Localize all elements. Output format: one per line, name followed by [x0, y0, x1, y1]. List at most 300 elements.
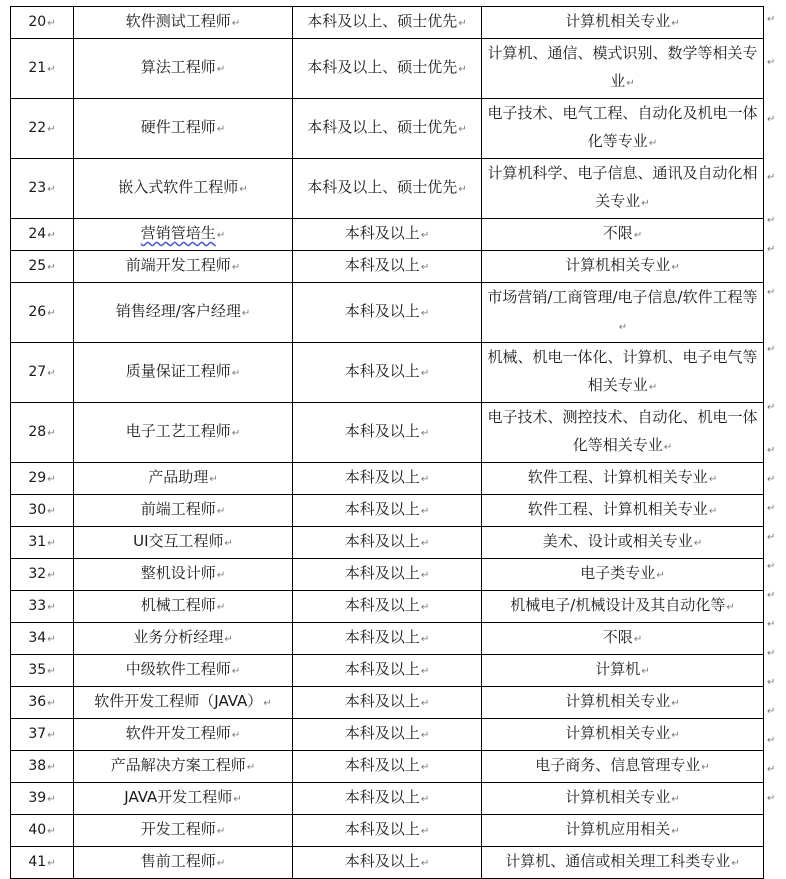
position-cell-text: 产品解决方案工程师 — [110, 756, 246, 774]
education-cell — [293, 591, 482, 623]
paragraph-mark: ↵ — [224, 634, 233, 645]
paragraph-mark: ↵ — [420, 230, 430, 241]
paragraph-mark: ↵ — [233, 794, 242, 805]
major-cell — [482, 39, 764, 99]
paragraph-mark: ↵ — [420, 570, 430, 581]
major-cell — [482, 559, 764, 591]
major-cell — [482, 403, 764, 463]
row-number-text: 32 — [28, 565, 47, 582]
paragraph-mark: ↵ — [209, 474, 218, 485]
table-row — [11, 403, 764, 463]
position-cell — [74, 99, 293, 159]
paragraph-mark: ↵ — [420, 858, 430, 869]
position-cell — [74, 283, 293, 343]
education-cell-text: 本科及以上 — [344, 756, 420, 774]
row-end-mark: ↵ — [767, 114, 776, 125]
table-row — [11, 719, 764, 751]
row-number-text: 38 — [28, 757, 47, 774]
paragraph-mark: ↵ — [693, 538, 703, 549]
position-cell — [74, 655, 293, 687]
paragraph-mark: ↵ — [231, 368, 241, 379]
education-cell-text: 本科及以上 — [344, 724, 420, 742]
education-cell — [293, 751, 482, 783]
paragraph-mark: ↵ — [47, 537, 56, 549]
paragraph-mark: ↵ — [47, 427, 56, 439]
row-end-mark: ↵ — [767, 676, 776, 688]
paragraph-mark: ↵ — [216, 602, 226, 613]
paragraph-mark: ↵ — [633, 634, 643, 645]
position-cell — [74, 751, 293, 783]
paragraph-mark: ↵ — [671, 698, 680, 709]
table-row — [11, 39, 764, 99]
row-end-mark: ↵ — [767, 171, 776, 183]
row-number — [11, 719, 74, 751]
row-end-mark: ↵ — [767, 763, 776, 775]
position-cell — [74, 815, 293, 847]
paragraph-mark: ↵ — [420, 794, 430, 805]
row-number — [11, 463, 74, 495]
paragraph-mark: ↵ — [663, 442, 673, 453]
paragraph-mark: ↵ — [47, 63, 56, 75]
major-cell — [482, 527, 764, 559]
paragraph-mark: ↵ — [671, 262, 680, 273]
jobs-table — [10, 6, 764, 879]
row-number — [11, 687, 74, 719]
table-row — [11, 591, 764, 623]
education-cell-text: 本科及以上 — [344, 564, 420, 582]
education-cell — [293, 719, 482, 751]
position-cell-text: 机械工程师 — [140, 596, 216, 614]
education-cell-text: 本科及以上 — [344, 532, 420, 550]
row-number-text: 33 — [28, 597, 47, 614]
paragraph-mark: ↵ — [263, 698, 272, 709]
paragraph-mark: ↵ — [420, 826, 430, 837]
table-row — [11, 7, 764, 39]
education-cell — [293, 623, 482, 655]
position-cell — [74, 463, 293, 495]
major-cell — [482, 7, 764, 39]
position-cell-text: 嵌入式软件工程师 — [118, 178, 239, 196]
paragraph-mark: ↵ — [420, 762, 430, 773]
position-cell-text: 软件开发工程师（JAVA） — [94, 692, 263, 710]
table-row — [11, 159, 764, 219]
row-number — [11, 815, 74, 847]
paragraph-mark: ↵ — [47, 569, 56, 581]
position-cell-text: 软件测试工程师 — [125, 12, 231, 30]
major-cell-text: 计算机相关专业 — [565, 12, 671, 30]
paragraph-mark: ↵ — [239, 184, 248, 195]
paragraph-mark: ↵ — [216, 230, 226, 241]
row-number — [11, 159, 74, 219]
paragraph-mark: ↵ — [671, 794, 680, 805]
position-cell — [74, 687, 293, 719]
row-number-text: 21 — [28, 59, 47, 76]
paragraph-mark: ↵ — [458, 64, 467, 75]
paragraph-mark: ↵ — [216, 64, 226, 75]
education-cell-text: 本科及以上 — [344, 302, 420, 320]
paragraph-mark: ↵ — [47, 261, 56, 273]
paragraph-mark: ↵ — [420, 698, 430, 709]
table-row — [11, 751, 764, 783]
row-number-text: 30 — [28, 501, 47, 518]
jobs-table-body — [11, 7, 764, 879]
paragraph-mark: ↵ — [47, 793, 56, 805]
paragraph-mark: ↵ — [216, 826, 226, 837]
paragraph-mark: ↵ — [231, 730, 241, 741]
education-cell — [293, 403, 482, 463]
major-cell — [482, 591, 764, 623]
education-cell — [293, 99, 482, 159]
row-number-text: 41 — [28, 853, 47, 870]
paragraph-mark: ↵ — [458, 184, 467, 195]
major-cell — [482, 463, 764, 495]
paragraph-mark: ↵ — [216, 124, 226, 135]
major-cell — [482, 687, 764, 719]
major-cell — [482, 719, 764, 751]
paragraph-mark: ↵ — [641, 666, 650, 677]
education-cell — [293, 495, 482, 527]
paragraph-mark: ↵ — [47, 825, 56, 837]
paragraph-mark: ↵ — [420, 474, 430, 485]
row-number — [11, 655, 74, 687]
position-cell-text: 前端工程师 — [140, 500, 216, 518]
major-cell-text: 美术、设计或相关专业 — [542, 532, 693, 550]
education-cell — [293, 783, 482, 815]
position-cell — [74, 251, 293, 283]
paragraph-mark: ↵ — [458, 18, 467, 29]
table-row — [11, 687, 764, 719]
paragraph-mark: ↵ — [648, 138, 658, 149]
row-end-mark: ↵ — [767, 344, 776, 355]
major-cell-text: 计算机相关专业 — [565, 256, 671, 274]
paragraph-mark: ↵ — [47, 697, 56, 709]
major-cell — [482, 847, 764, 879]
major-cell — [482, 495, 764, 527]
paragraph-mark: ↵ — [626, 78, 635, 89]
education-cell-text: 本科及以上 — [344, 422, 420, 440]
position-cell — [74, 39, 293, 99]
major-cell-text: 电子技术、电气工程、自动化及机电一体化等专业 — [487, 104, 758, 150]
row-end-mark: ↵ — [767, 502, 776, 514]
row-number-text: 25 — [28, 257, 47, 274]
major-cell-text: 计算机相关专业 — [565, 692, 671, 710]
row-end-mark: ↵ — [767, 531, 776, 543]
paragraph-mark: ↵ — [47, 17, 56, 29]
major-cell-text: 电子技术、测控技术、自动化、机电一体化等相关专业 — [487, 408, 758, 454]
paragraph-mark: ↵ — [420, 634, 430, 645]
paragraph-mark: ↵ — [224, 538, 233, 549]
row-end-mark: ↵ — [767, 286, 776, 298]
education-cell-text: 本科及以上、硕士优先 — [307, 58, 458, 76]
major-cell — [482, 751, 764, 783]
row-number-text: 28 — [28, 423, 47, 440]
position-cell-text: 质量保证工程师 — [125, 362, 231, 380]
education-cell-text: 本科及以上 — [344, 596, 420, 614]
major-cell-text: 电子商务、信息管理专业 — [535, 756, 701, 774]
major-cell-text: 计算机 — [595, 660, 641, 678]
row-end-mark: ↵ — [767, 618, 776, 630]
education-cell-text: 本科及以上、硕士优先 — [307, 118, 458, 136]
major-cell-text: 计算机应用相关 — [565, 820, 671, 838]
row-number — [11, 495, 74, 527]
table-row — [11, 783, 764, 815]
major-cell-text: 计算机科学、电子信息、通讯及自动化相关专业 — [487, 164, 758, 210]
table-row — [11, 219, 764, 251]
row-number-text: 27 — [28, 363, 47, 380]
table-row — [11, 251, 764, 283]
row-end-mark: ↵ — [767, 473, 776, 485]
education-cell — [293, 655, 482, 687]
row-number — [11, 7, 74, 39]
education-cell — [293, 815, 482, 847]
row-number — [11, 403, 74, 463]
position-cell-text: 算法工程师 — [140, 58, 216, 76]
paragraph-mark: ↵ — [641, 198, 650, 209]
paragraph-mark: ↵ — [708, 474, 718, 485]
paragraph-mark: ↵ — [47, 307, 56, 319]
row-number — [11, 283, 74, 343]
paragraph-mark: ↵ — [618, 322, 628, 333]
education-cell — [293, 7, 482, 39]
position-cell — [74, 559, 293, 591]
education-cell-text: 本科及以上 — [344, 256, 420, 274]
paragraph-mark: ↵ — [231, 428, 241, 439]
row-number-text: 36 — [28, 693, 47, 710]
education-cell-text: 本科及以上、硕士优先 — [307, 178, 458, 196]
row-number-text: 29 — [28, 469, 47, 486]
paragraph-mark: ↵ — [671, 826, 680, 837]
major-cell — [482, 815, 764, 847]
row-number-text: 35 — [28, 661, 47, 678]
paragraph-mark: ↵ — [47, 123, 56, 135]
row-number-text: 39 — [28, 789, 47, 806]
position-cell-text: 售前工程师 — [140, 852, 216, 870]
row-end-mark: ↵ — [767, 56, 776, 68]
paragraph-mark: ↵ — [420, 602, 430, 613]
row-number-text: 40 — [28, 821, 47, 838]
row-end-mark: ↵ — [767, 401, 776, 413]
paragraph-mark: ↵ — [241, 308, 251, 319]
row-number — [11, 39, 74, 99]
education-cell — [293, 251, 482, 283]
position-cell — [74, 343, 293, 403]
education-cell-text: 本科及以上 — [344, 788, 420, 806]
position-cell-text: 软件开发工程师 — [125, 724, 231, 742]
major-cell — [482, 99, 764, 159]
paragraph-mark: ↵ — [47, 367, 56, 379]
major-cell — [482, 283, 764, 343]
position-cell-text: 产品助理 — [148, 468, 209, 486]
education-cell-text: 本科及以上 — [344, 692, 420, 710]
education-cell — [293, 559, 482, 591]
position-cell — [74, 7, 293, 39]
major-cell-text: 机械、机电一体化、计算机、电子电气等相关专业 — [487, 348, 758, 394]
row-number — [11, 343, 74, 403]
position-cell-text: 前端开发工程师 — [125, 256, 231, 274]
row-end-mark: ↵ — [767, 13, 776, 25]
row-number-text: 34 — [28, 629, 47, 646]
major-cell-text: 计算机、通信、模式识别、数学等相关专业 — [487, 44, 758, 90]
education-cell-text: 本科及以上 — [344, 820, 420, 838]
education-cell — [293, 219, 482, 251]
paragraph-mark: ↵ — [656, 570, 665, 581]
major-cell — [482, 159, 764, 219]
paragraph-mark: ↵ — [671, 730, 680, 741]
paragraph-mark: ↵ — [420, 538, 430, 549]
position-cell-text: 营销管培生 — [140, 224, 216, 242]
position-cell-text: 开发工程师 — [140, 820, 216, 838]
position-cell-text: 硬件工程师 — [140, 118, 216, 136]
table-row — [11, 343, 764, 403]
position-cell-text: 电子工艺工程师 — [125, 422, 231, 440]
row-end-mark: ↵ — [767, 792, 776, 804]
major-cell-text: 不限 — [602, 224, 633, 242]
paragraph-mark: ↵ — [231, 262, 241, 273]
row-end-mark: ↵ — [767, 214, 776, 226]
row-number — [11, 219, 74, 251]
major-cell — [482, 251, 764, 283]
paragraph-mark: ↵ — [231, 18, 241, 29]
paragraph-mark: ↵ — [216, 506, 226, 517]
paragraph-mark: ↵ — [47, 601, 56, 613]
major-cell-text: 市场营销/工商管理/电子信息/软件工程等 — [487, 288, 758, 306]
row-number — [11, 251, 74, 283]
row-end-mark: ↵ — [767, 705, 776, 717]
row-number — [11, 99, 74, 159]
position-cell-text: 业务分析经理 — [133, 628, 224, 646]
row-number-text: 20 — [28, 13, 47, 30]
table-row — [11, 847, 764, 879]
major-cell — [482, 655, 764, 687]
major-cell-text: 软件工程、计算机相关专业 — [527, 468, 708, 486]
paragraph-mark: ↵ — [47, 665, 56, 677]
education-cell-text: 本科及以上 — [344, 660, 420, 678]
row-end-mark: ↵ — [767, 243, 776, 255]
major-cell-text: 不限 — [602, 628, 633, 646]
row-number-text: 23 — [28, 179, 47, 196]
paragraph-mark: ↵ — [458, 124, 467, 135]
education-cell — [293, 847, 482, 879]
row-number-text: 24 — [28, 225, 47, 242]
paragraph-mark: ↵ — [216, 858, 226, 869]
education-cell — [293, 463, 482, 495]
row-number — [11, 527, 74, 559]
position-cell — [74, 719, 293, 751]
education-cell — [293, 283, 482, 343]
paragraph-mark: ↵ — [47, 729, 56, 741]
row-number — [11, 559, 74, 591]
row-end-mark: ↵ — [767, 589, 776, 601]
position-cell — [74, 591, 293, 623]
row-end-mark: ↵ — [767, 444, 776, 456]
major-cell-text: 软件工程、计算机相关专业 — [527, 500, 708, 518]
position-cell-text: UI交互工程师 — [133, 532, 224, 550]
position-cell-text: 中级软件工程师 — [125, 660, 231, 678]
row-number-text: 26 — [28, 303, 47, 320]
position-cell — [74, 219, 293, 251]
row-number-text: 22 — [28, 119, 47, 136]
position-cell — [74, 159, 293, 219]
education-cell — [293, 39, 482, 99]
major-cell — [482, 783, 764, 815]
paragraph-mark: ↵ — [648, 382, 658, 393]
table-row — [11, 623, 764, 655]
education-cell — [293, 343, 482, 403]
table-row — [11, 527, 764, 559]
education-cell-text: 本科及以上 — [344, 224, 420, 242]
paragraph-mark: ↵ — [701, 762, 710, 773]
paragraph-mark: ↵ — [47, 857, 56, 869]
table-row — [11, 99, 764, 159]
position-cell — [74, 847, 293, 879]
education-cell-text: 本科及以上 — [344, 852, 420, 870]
row-number — [11, 751, 74, 783]
paragraph-mark: ↵ — [420, 428, 430, 439]
row-end-mark: ↵ — [767, 647, 776, 659]
major-cell-text: 计算机相关专业 — [565, 724, 671, 742]
paragraph-mark: ↵ — [420, 308, 430, 319]
major-cell — [482, 623, 764, 655]
paragraph-mark: ↵ — [726, 602, 735, 613]
paragraph-mark: ↵ — [47, 505, 56, 517]
education-cell-text: 本科及以上 — [344, 362, 420, 380]
education-cell-text: 本科及以上 — [344, 500, 420, 518]
paragraph-mark: ↵ — [420, 506, 430, 517]
education-cell — [293, 159, 482, 219]
position-cell — [74, 783, 293, 815]
paragraph-mark: ↵ — [216, 570, 226, 581]
paragraph-mark: ↵ — [708, 506, 718, 517]
paragraph-mark: ↵ — [633, 230, 643, 241]
paragraph-mark: ↵ — [420, 368, 430, 379]
education-cell — [293, 527, 482, 559]
education-cell-text: 本科及以上、硕士优先 — [307, 12, 458, 30]
paragraph-mark: ↵ — [420, 666, 430, 677]
table-row — [11, 283, 764, 343]
paragraph-mark: ↵ — [231, 666, 241, 677]
paragraph-mark: ↵ — [47, 229, 56, 241]
row-end-mark: ↵ — [767, 734, 776, 746]
paragraph-mark: ↵ — [47, 633, 56, 645]
paragraph-mark: ↵ — [671, 18, 680, 29]
paragraph-mark: ↵ — [420, 730, 430, 741]
major-cell — [482, 343, 764, 403]
position-cell — [74, 527, 293, 559]
major-cell — [482, 219, 764, 251]
row-end-mark: ↵ — [767, 560, 776, 572]
major-cell-text: 电子类专业 — [580, 564, 656, 582]
row-number — [11, 847, 74, 879]
position-cell-text: 整机设计师 — [140, 564, 216, 582]
table-row — [11, 655, 764, 687]
paragraph-mark: ↵ — [246, 762, 256, 773]
major-cell-text: 机械电子/机械设计及其自动化等 — [510, 596, 726, 614]
table-row — [11, 495, 764, 527]
row-number — [11, 783, 74, 815]
row-number — [11, 623, 74, 655]
major-cell-text: 计算机、通信或相关理工科类专业 — [505, 852, 731, 870]
table-row — [11, 559, 764, 591]
position-cell — [74, 623, 293, 655]
paragraph-mark: ↵ — [47, 761, 56, 773]
education-cell-text: 本科及以上 — [344, 628, 420, 646]
paragraph-mark: ↵ — [420, 262, 430, 273]
paragraph-mark: ↵ — [731, 858, 740, 869]
table-row — [11, 463, 764, 495]
education-cell-text: 本科及以上 — [344, 468, 420, 486]
row-number-text: 37 — [28, 725, 47, 742]
position-cell-text: JAVA开发工程师 — [124, 788, 233, 806]
